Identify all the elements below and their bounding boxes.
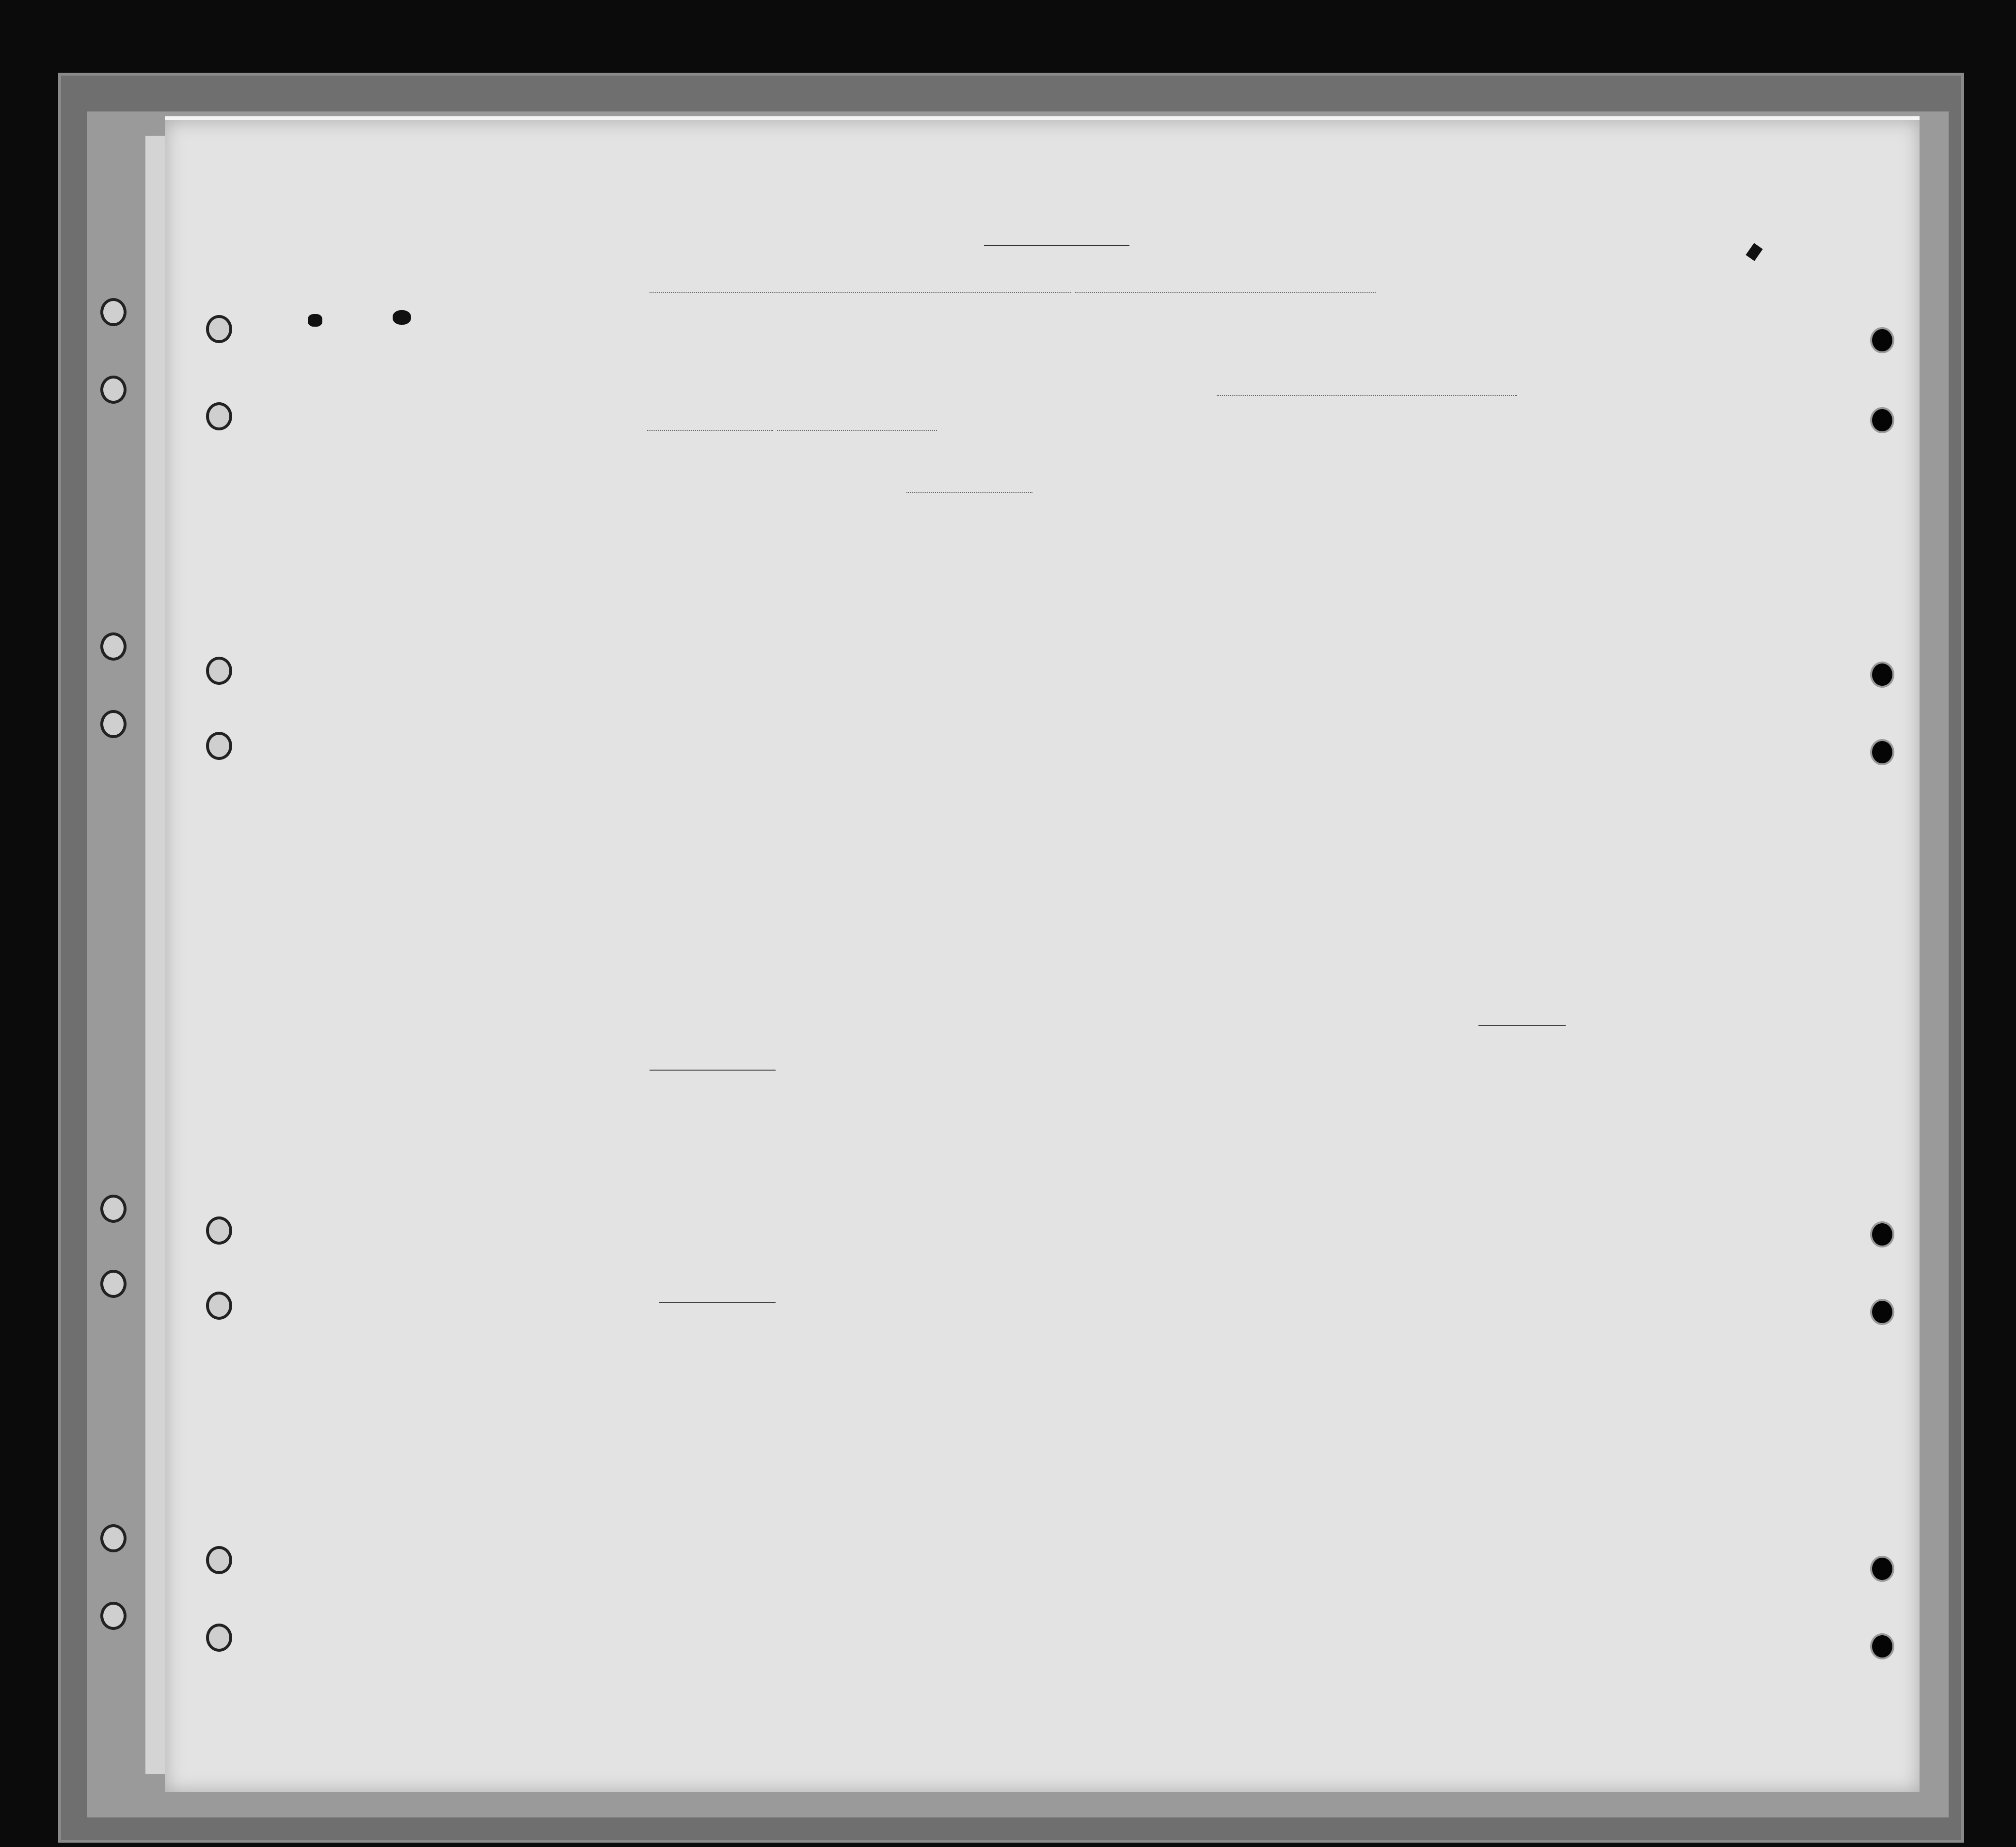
binder-hole <box>1870 1221 1894 1247</box>
sworn-line <box>647 417 937 435</box>
divider <box>650 1070 776 1071</box>
binder-hole <box>100 1195 127 1223</box>
binder-hole <box>206 1216 232 1245</box>
binder-hole <box>206 1546 232 1574</box>
binder-hole <box>1870 1556 1894 1582</box>
divider <box>659 1302 776 1303</box>
binder-hole <box>100 632 127 661</box>
divider <box>984 245 1129 246</box>
binder-hole <box>1870 407 1894 433</box>
binder-hole <box>100 1602 127 1630</box>
signature-blank-field[interactable] <box>1217 395 1517 396</box>
binder-hole <box>100 376 127 404</box>
races-column-1 <box>1344 1042 1538 1721</box>
binder-hole <box>1870 1299 1894 1325</box>
binder-hole <box>206 1624 232 1652</box>
ink-mark <box>393 310 411 325</box>
ink-mark <box>308 314 322 327</box>
vessel-blank-field[interactable] <box>1075 292 1376 293</box>
sworn-month-blank-field[interactable] <box>777 430 937 431</box>
binder-hole <box>206 732 232 760</box>
name-blank-field[interactable] <box>650 292 1071 293</box>
binder-hole <box>206 1292 232 1320</box>
binder-hole <box>100 1524 127 1552</box>
binder-hole <box>1870 739 1894 765</box>
binder-hole <box>206 402 232 430</box>
inspector-blank-field[interactable] <box>906 492 1032 493</box>
declaration-line <box>650 279 1376 297</box>
binder-hole <box>100 298 127 326</box>
binder-hole <box>206 657 232 685</box>
binder-hole <box>1870 1633 1894 1659</box>
binder-hole <box>1870 327 1894 353</box>
binder-hole <box>100 1270 127 1298</box>
races-column-2 <box>1526 1042 1730 1721</box>
sworn-day-blank-field[interactable] <box>647 430 773 431</box>
binder-hole <box>100 710 127 738</box>
divider <box>1478 1025 1566 1026</box>
binder-hole <box>1870 662 1894 688</box>
binder-hole <box>206 315 232 343</box>
